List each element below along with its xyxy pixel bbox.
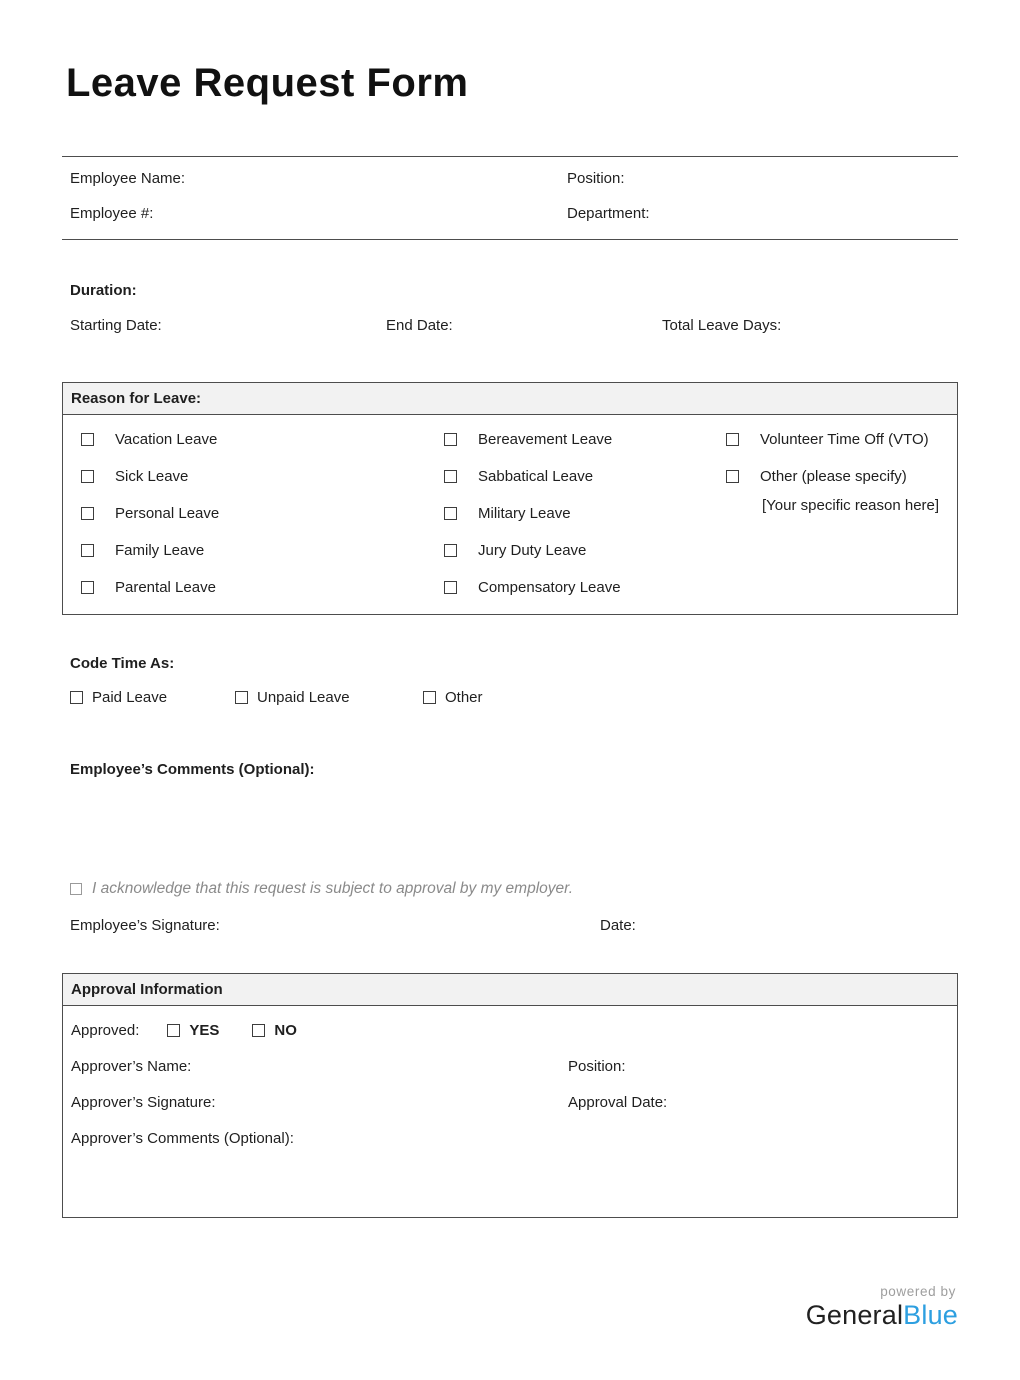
employee-info-row-1 bbox=[62, 161, 958, 196]
approver-signature-label: Approver’s Signature: bbox=[71, 1093, 216, 1111]
code-time-option-label: Other bbox=[445, 689, 483, 706]
other-reason-placeholder[interactable]: [Your specific reason here] bbox=[762, 497, 940, 514]
checkbox-sick-leave[interactable] bbox=[81, 470, 94, 483]
approved-row bbox=[63, 1012, 957, 1048]
employee-comments-heading: Employee’s Comments (Optional): bbox=[70, 761, 315, 778]
reason-option-bereavement-leave bbox=[426, 421, 708, 458]
reason-column-3 bbox=[708, 421, 957, 606]
employee-name-label: Employee Name: bbox=[70, 170, 186, 187]
employee-signature-label: Employee’s Signature: bbox=[70, 917, 220, 934]
leave-request-form-page bbox=[0, 60, 1020, 1218]
reason-option-compensatory-leave bbox=[426, 569, 708, 606]
approved-option-yes bbox=[167, 1022, 219, 1039]
reason-option-label: Sick Leave bbox=[115, 468, 189, 485]
acknowledgment-row bbox=[62, 880, 958, 898]
reason-option-vacation-leave bbox=[63, 421, 426, 458]
checkbox-bereavement-leave[interactable] bbox=[444, 433, 457, 446]
reason-option-label: Other (please specify) bbox=[760, 468, 907, 485]
reason-option-jury-duty-leave bbox=[426, 532, 708, 569]
reason-option-label: Volunteer Time Off (VTO) bbox=[760, 431, 929, 448]
brand-general-text: General bbox=[805, 1300, 904, 1330]
checkbox-vacation-leave[interactable] bbox=[81, 433, 94, 446]
code-time-heading: Code Time As: bbox=[70, 655, 175, 672]
approver-name-row bbox=[63, 1048, 957, 1084]
checkbox-personal-leave[interactable] bbox=[81, 507, 94, 520]
signature-date-label: Date: bbox=[600, 917, 636, 934]
department-label: Department: bbox=[567, 205, 650, 222]
code-time-option-unpaid-leave bbox=[235, 689, 423, 706]
employee-info-row-2 bbox=[62, 196, 958, 231]
approval-body bbox=[63, 1006, 957, 1156]
duration-section bbox=[62, 282, 958, 336]
approved-label: Approved: bbox=[71, 1021, 140, 1039]
checkbox-sabbatical-leave[interactable] bbox=[444, 470, 457, 483]
code-time-options bbox=[62, 689, 958, 706]
reason-column-2 bbox=[426, 421, 708, 606]
reason-option-label: Compensatory Leave bbox=[478, 579, 621, 596]
approver-comments-row bbox=[63, 1120, 957, 1156]
code-time-option-label: Unpaid Leave bbox=[257, 689, 350, 706]
approval-information-section bbox=[62, 973, 958, 1218]
total-leave-days-label: Total Leave Days: bbox=[662, 317, 782, 334]
reason-for-leave-section bbox=[62, 382, 958, 615]
footer-brand bbox=[806, 1284, 958, 1331]
reason-option-label: Parental Leave bbox=[115, 579, 216, 596]
duration-fields-row bbox=[62, 315, 958, 336]
checkbox-unpaid-leave[interactable] bbox=[235, 691, 248, 704]
acknowledgment-text: I acknowledge that this request is subject to approval by my employer. bbox=[92, 880, 574, 897]
checkbox-compensatory-leave[interactable] bbox=[444, 581, 457, 594]
checkbox-paid-leave[interactable] bbox=[70, 691, 83, 704]
checkbox-other-reason[interactable] bbox=[726, 470, 739, 483]
approval-date-label: Approval Date: bbox=[568, 1093, 668, 1111]
checkbox-approved-yes[interactable] bbox=[167, 1024, 180, 1037]
brand-blue-text: Blue bbox=[903, 1300, 958, 1330]
duration-heading: Duration: bbox=[70, 282, 137, 299]
reason-for-leave-heading: Reason for Leave: bbox=[63, 383, 957, 415]
reason-option-label: Military Leave bbox=[478, 505, 571, 522]
checkbox-acknowledgment[interactable] bbox=[70, 883, 82, 895]
checkbox-military-leave[interactable] bbox=[444, 507, 457, 520]
checkbox-family-leave[interactable] bbox=[81, 544, 94, 557]
page-title: Leave Request Form bbox=[66, 61, 469, 105]
code-time-section bbox=[62, 655, 958, 706]
position-label: Position: bbox=[567, 170, 625, 187]
reason-option-volunteer-time-off bbox=[708, 421, 957, 458]
approved-yes-label: YES bbox=[189, 1021, 220, 1039]
employee-info-section bbox=[62, 156, 958, 240]
checkbox-code-other[interactable] bbox=[423, 691, 436, 704]
reason-column-1 bbox=[63, 421, 426, 606]
reason-option-sick-leave bbox=[63, 458, 426, 495]
reason-option-label: Family Leave bbox=[115, 542, 205, 559]
checkbox-parental-leave[interactable] bbox=[81, 581, 94, 594]
approver-position-label: Position: bbox=[568, 1057, 626, 1075]
code-time-option-label: Paid Leave bbox=[92, 689, 168, 706]
code-time-option-other bbox=[423, 689, 483, 706]
reason-option-family-leave bbox=[63, 532, 426, 569]
approved-no-label: NO bbox=[274, 1021, 297, 1039]
powered-by-text: powered by bbox=[880, 1284, 956, 1299]
approval-information-heading: Approval Information bbox=[63, 974, 957, 1006]
reason-option-label: Personal Leave bbox=[115, 505, 220, 522]
approved-option-no bbox=[252, 1022, 297, 1039]
checkbox-approved-no[interactable] bbox=[252, 1024, 265, 1037]
reason-option-label: Sabbatical Leave bbox=[478, 468, 594, 485]
reason-option-label: Jury Duty Leave bbox=[478, 542, 587, 559]
checkbox-volunteer-time-off[interactable] bbox=[726, 433, 739, 446]
reason-option-personal-leave bbox=[63, 495, 426, 532]
reason-option-sabbatical-leave bbox=[426, 458, 708, 495]
generalblue-logo bbox=[806, 1299, 958, 1331]
reason-option-military-leave bbox=[426, 495, 708, 532]
reason-option-label: Vacation Leave bbox=[115, 431, 218, 448]
reason-options-grid bbox=[63, 415, 957, 614]
end-date-label: End Date: bbox=[386, 317, 453, 334]
approver-name-label: Approver’s Name: bbox=[71, 1057, 192, 1075]
approver-comments-label: Approver’s Comments (Optional): bbox=[71, 1129, 294, 1147]
code-time-option-paid-leave bbox=[70, 689, 235, 706]
reason-option-parental-leave bbox=[63, 569, 426, 606]
employee-number-label: Employee #: bbox=[70, 205, 154, 222]
reason-option-other bbox=[708, 458, 957, 495]
approver-signature-row bbox=[63, 1084, 957, 1120]
signature-row bbox=[62, 915, 958, 936]
checkbox-jury-duty-leave[interactable] bbox=[444, 544, 457, 557]
starting-date-label: Starting Date: bbox=[70, 317, 162, 334]
reason-option-label: Bereavement Leave bbox=[478, 431, 613, 448]
